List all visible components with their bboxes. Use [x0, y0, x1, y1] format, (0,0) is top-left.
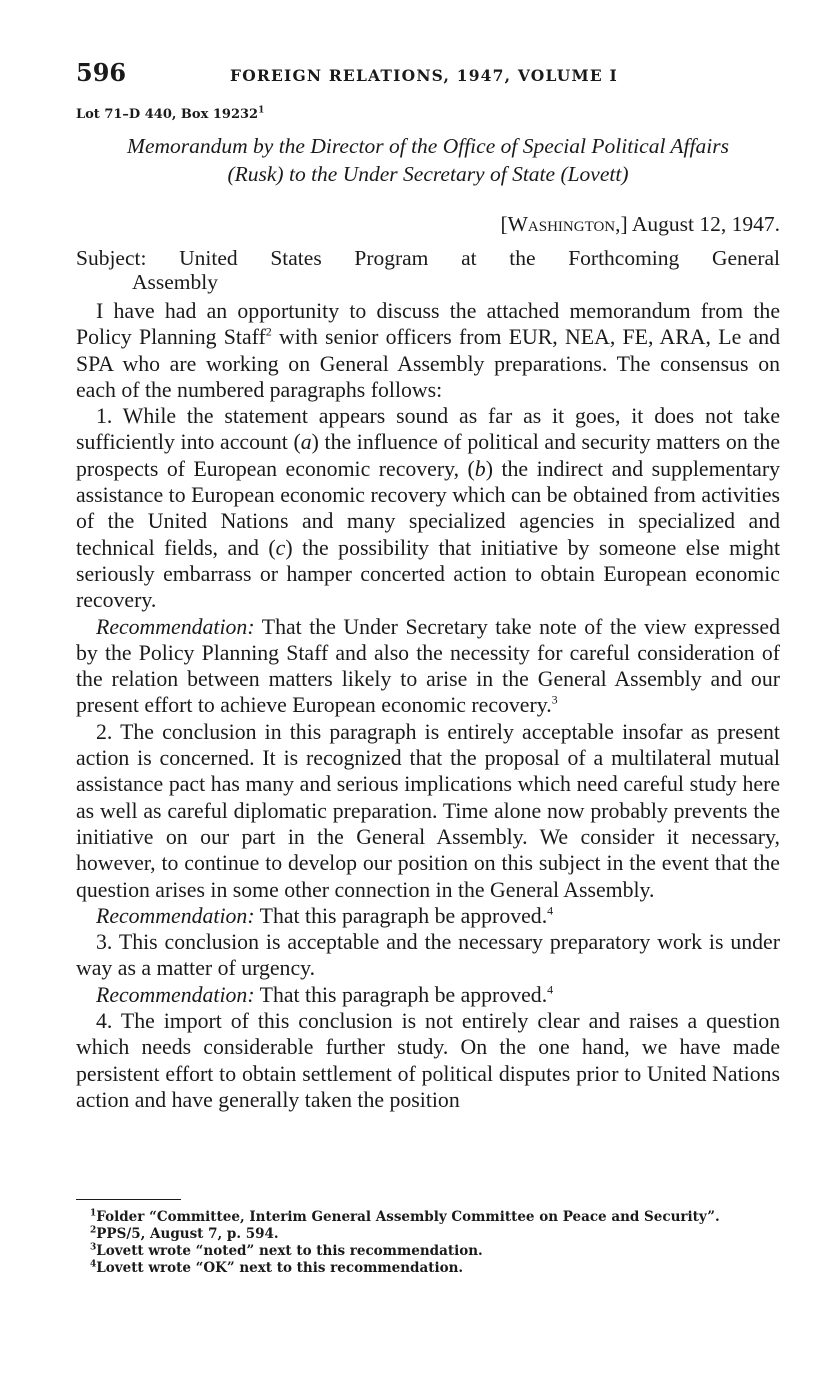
text-run: I have had an opportunity to discuss the attached memorandum from the Policy Planning Staff	[76, 299, 780, 350]
subject-line	[76, 246, 780, 294]
paragraph-3: 3. This conclusion is acceptable and the necessary preparatory work is under way as a matter of urgency.	[76, 930, 780, 981]
paragraph-2: 2. The conclusion in this paragraph is entirely acceptable insofar as present action is concerned. It is recognized that the proposal of a multilateral mutual assistance pact has many and serious implications which need careful study here as well as careful diplomatic preparation. Time alone now probably prevents the initiative on our part in the General Assembly. We consider it necessary, however, to continue to develop our position on this subject in the event that the question arises in some other connection in the General Assembly.	[76, 719, 780, 902]
list-marker: a	[300, 430, 312, 455]
text-run: That the Under Secretary take note of the view expressed by the Policy Planning Staff and also the necessity for careful consideration of the relation between matters likely to arise in the General Assembly and our present effort to achieve European economic recovery.	[76, 614, 780, 718]
footnote-ref: 4	[547, 903, 554, 918]
dateline-date: August 12, 1947.	[631, 212, 780, 236]
subject-text: Subject: United States Program at the Forthcoming General	[76, 246, 780, 270]
recommendation-3	[76, 982, 780, 1008]
footnote	[76, 1260, 780, 1277]
list-marker: c	[275, 535, 286, 560]
footnote-ref: 4	[547, 982, 554, 997]
paragraph-4: 4. The import of this conclusion is not entirely clear and raises a question which needs considerable further study. On the one hand, we have made persistent effort to obtain settlement of political disputes prior to United Nations action and have generally taken the position	[76, 1009, 780, 1112]
dateline: [Washington,] August 12, 1947.	[500, 212, 780, 236]
paragraph-1	[76, 403, 780, 613]
footnotes	[76, 1209, 780, 1277]
paragraph-intro	[76, 298, 780, 403]
footnote-number: 3	[90, 1242, 97, 1253]
recommendation-label: Recommendation:	[96, 982, 255, 1007]
subject-text: Assembly	[132, 270, 218, 294]
title-line: (Rusk) to the Under Secretary of State (Lovett)	[227, 162, 629, 186]
text-run: 1. While the statement appears sound as far as it goes, it does not take sufficiently into account (	[76, 404, 780, 455]
footnote-text: Lovett wrote “noted” next to this recommendation.	[96, 1243, 483, 1259]
text-run: ) the indirect and supplementary assistance to European economic recovery which can be obtained from activities of the United Nations and many specialized agencies in specialized and technical fields, and (	[76, 456, 780, 560]
text-run: ) the possibility that initiative by someone else might seriously embarrass or hamper concerted action to obtain European economic recovery.	[76, 535, 780, 613]
title-line: Memorandum by the Director of the Office of Special Political Affairs	[127, 134, 729, 158]
recommendation-1	[76, 614, 780, 719]
list-marker: b	[474, 456, 486, 481]
recommendation-label: Recommendation:	[96, 903, 255, 928]
recommendation-2	[76, 903, 780, 929]
text-run: That this paragraph be approved.	[254, 982, 548, 1007]
footnote-number: 2	[90, 1225, 97, 1236]
page-number: 596	[76, 58, 127, 87]
source-text: Lot 71–D 440, Box 19232	[76, 107, 259, 122]
footnote-ref: 2	[265, 325, 272, 340]
footnote-number: 1	[90, 1208, 97, 1219]
running-head: FOREIGN RELATIONS, 1947, VOLUME I	[230, 66, 618, 85]
footnote-ref: 1	[258, 105, 265, 116]
footnote	[76, 1209, 780, 1226]
footnote-divider	[76, 1199, 181, 1200]
footnote	[76, 1243, 780, 1260]
dateline-place: Washington,	[507, 212, 621, 236]
page-header	[76, 58, 780, 90]
footnote-text: Lovett wrote “OK” next to this recommendation.	[96, 1260, 464, 1276]
source-citation	[76, 107, 264, 122]
footnote-ref: 3	[551, 693, 558, 708]
text-run: with senior officers from EUR, NEA, FE, ARA, Le and SPA who are working on General Assembly preparations. The consensus on each of the numbered paragraphs follows:	[76, 325, 780, 402]
recommendation-label: Recommendation:	[96, 614, 255, 639]
footnote-text: Folder “Committee, Interim General Assembly Committee on Peace and Security”.	[96, 1209, 720, 1225]
footnote-text: PPS/5, August 7, p. 594.	[96, 1226, 279, 1242]
text-run: That this paragraph be approved.	[254, 903, 548, 928]
footnote-number: 4	[90, 1259, 97, 1270]
document-title	[76, 132, 780, 188]
memo-body	[76, 298, 780, 1113]
text-run: ) the influence of political and security matters on the prospects of European economic recovery, (	[76, 430, 780, 481]
footnote	[76, 1226, 780, 1243]
